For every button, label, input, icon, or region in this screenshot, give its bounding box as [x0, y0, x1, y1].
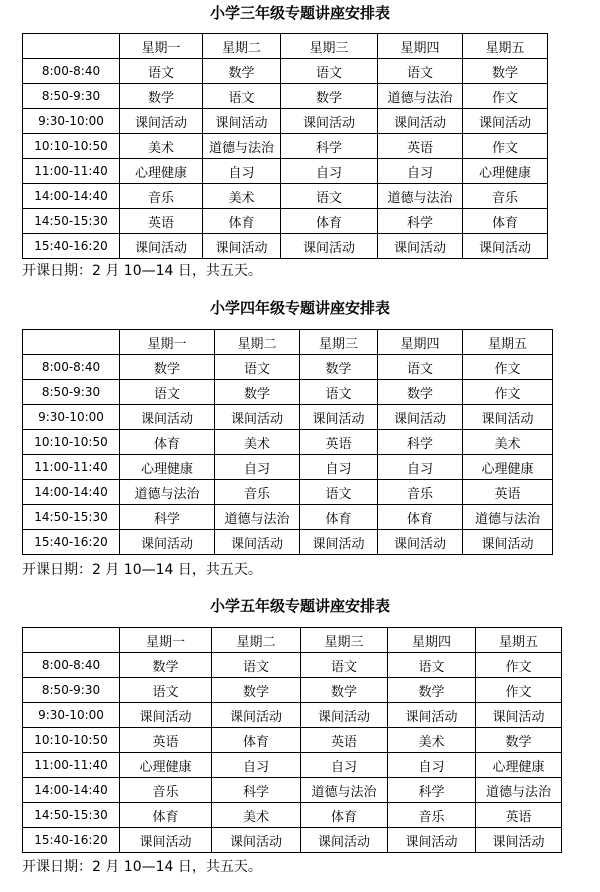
subject-cell: 科学 [388, 778, 476, 803]
subject-cell: 语文 [120, 380, 215, 405]
subject-cell: 语文 [281, 184, 378, 209]
subject-cell: 数学 [120, 653, 212, 678]
subject-cell: 自习 [212, 753, 301, 778]
day-header: 星期四 [378, 330, 463, 355]
subject-cell: 课间活动 [463, 234, 548, 259]
time-cell: 14:00-14:40 [23, 778, 120, 803]
section-title: 小学三年级专题讲座安排表 [209, 4, 390, 22]
schedule-table [22, 627, 562, 853]
corner-cell [23, 330, 120, 355]
subject-cell: 课间活动 [120, 530, 215, 555]
subject-cell: 美术 [463, 430, 553, 455]
subject-cell: 课间活动 [476, 703, 562, 728]
subject-cell: 数学 [476, 728, 562, 753]
course-date-note: 开课日期：2 月 10—14 日，共五天。 [22, 562, 262, 578]
schedule-table [22, 329, 553, 555]
day-header: 星期三 [300, 330, 378, 355]
time-cell: 14:50-15:30 [23, 803, 120, 828]
subject-cell: 体育 [120, 803, 212, 828]
subject-cell: 音乐 [463, 184, 548, 209]
day-header: 星期四 [378, 34, 463, 59]
subject-cell: 数学 [300, 355, 378, 380]
subject-cell: 自习 [281, 159, 378, 184]
table-row [23, 159, 548, 184]
subject-cell: 课间活动 [281, 234, 378, 259]
subject-cell: 美术 [215, 430, 300, 455]
subject-cell: 科学 [212, 778, 301, 803]
subject-cell: 课间活动 [378, 530, 463, 555]
subject-cell: 体育 [301, 803, 388, 828]
subject-cell: 课间活动 [120, 234, 203, 259]
table-row [23, 530, 553, 555]
day-header: 星期五 [463, 330, 553, 355]
table-row [23, 209, 548, 234]
subject-cell: 语文 [212, 653, 301, 678]
subject-cell: 道德与法治 [301, 778, 388, 803]
subject-cell: 数学 [120, 84, 203, 109]
subject-cell: 自习 [215, 455, 300, 480]
day-header: 星期五 [463, 34, 548, 59]
table-row [23, 778, 562, 803]
subject-cell: 自习 [378, 159, 463, 184]
day-header: 星期三 [301, 628, 388, 653]
subject-cell: 自习 [301, 753, 388, 778]
subject-cell: 数学 [378, 380, 463, 405]
subject-cell: 语文 [120, 678, 212, 703]
table-row [23, 703, 562, 728]
subject-cell: 美术 [388, 728, 476, 753]
subject-cell: 课间活动 [300, 530, 378, 555]
subject-cell: 课间活动 [301, 828, 388, 853]
subject-cell: 体育 [281, 209, 378, 234]
subject-cell: 美术 [203, 184, 281, 209]
subject-cell: 心理健康 [463, 455, 553, 480]
subject-cell: 科学 [378, 430, 463, 455]
day-header: 星期三 [281, 34, 378, 59]
subject-cell: 音乐 [120, 778, 212, 803]
subject-cell: 道德与法治 [215, 505, 300, 530]
day-header: 星期一 [120, 628, 212, 653]
subject-cell: 作文 [463, 134, 548, 159]
subject-cell: 课间活动 [378, 405, 463, 430]
time-cell: 8:50-9:30 [23, 380, 120, 405]
subject-cell: 课间活动 [388, 703, 476, 728]
section-title: 小学五年级专题讲座安排表 [209, 597, 390, 615]
subject-cell: 数学 [203, 59, 281, 84]
subject-cell: 课间活动 [120, 405, 215, 430]
subject-cell: 作文 [463, 380, 553, 405]
corner-cell [23, 34, 120, 59]
subject-cell: 科学 [281, 134, 378, 159]
subject-cell: 作文 [463, 84, 548, 109]
table-row [23, 430, 553, 455]
subject-cell: 作文 [476, 653, 562, 678]
day-header: 星期一 [120, 34, 203, 59]
table-row [23, 653, 562, 678]
time-cell: 15:40-16:20 [23, 828, 120, 853]
time-cell: 10:10-10:50 [23, 728, 120, 753]
time-cell: 14:00-14:40 [23, 480, 120, 505]
table-row [23, 109, 548, 134]
subject-cell: 心理健康 [463, 159, 548, 184]
subject-cell: 课间活动 [476, 828, 562, 853]
subject-cell: 语文 [301, 653, 388, 678]
table-row [23, 184, 548, 209]
subject-cell: 体育 [463, 209, 548, 234]
subject-cell: 语文 [378, 59, 463, 84]
subject-cell: 音乐 [378, 480, 463, 505]
subject-cell: 语文 [203, 84, 281, 109]
subject-cell: 道德与法治 [378, 84, 463, 109]
subject-cell: 语文 [378, 355, 463, 380]
subject-cell: 自习 [203, 159, 281, 184]
time-cell: 9:30-10:00 [23, 703, 120, 728]
table-row [23, 84, 548, 109]
subject-cell: 音乐 [120, 184, 203, 209]
subject-cell: 作文 [463, 355, 553, 380]
subject-cell: 语文 [281, 59, 378, 84]
subject-cell: 道德与法治 [378, 184, 463, 209]
subject-cell: 数学 [212, 678, 301, 703]
time-cell: 8:00-8:40 [23, 653, 120, 678]
subject-cell: 课间活动 [203, 234, 281, 259]
table-row [23, 59, 548, 84]
subject-cell: 英语 [463, 480, 553, 505]
subject-cell: 作文 [476, 678, 562, 703]
time-cell: 8:00-8:40 [23, 355, 120, 380]
subject-cell: 音乐 [215, 480, 300, 505]
day-header: 星期二 [215, 330, 300, 355]
time-cell: 8:50-9:30 [23, 84, 120, 109]
table-row [23, 455, 553, 480]
header-row [23, 34, 548, 59]
subject-cell: 课间活动 [378, 234, 463, 259]
subject-cell: 课间活动 [281, 109, 378, 134]
subject-cell: 课间活动 [212, 828, 301, 853]
time-cell: 14:50-15:30 [23, 505, 120, 530]
subject-cell: 数学 [120, 355, 215, 380]
subject-cell: 课间活动 [463, 530, 553, 555]
table-row [23, 480, 553, 505]
table-row [23, 828, 562, 853]
schedule-table [22, 33, 548, 259]
header-row [23, 330, 553, 355]
time-cell: 11:00-11:40 [23, 455, 120, 480]
subject-cell: 体育 [378, 505, 463, 530]
time-cell: 10:10-10:50 [23, 134, 120, 159]
time-cell: 15:40-16:20 [23, 234, 120, 259]
subject-cell: 体育 [120, 430, 215, 455]
subject-cell: 数学 [388, 678, 476, 703]
subject-cell: 英语 [476, 803, 562, 828]
day-header: 星期四 [388, 628, 476, 653]
table-row [23, 803, 562, 828]
course-date-note: 开课日期：2 月 10—14 日，共五天。 [22, 859, 262, 875]
subject-cell: 课间活动 [120, 703, 212, 728]
subject-cell: 英语 [120, 209, 203, 234]
header-row [23, 628, 562, 653]
table-row [23, 234, 548, 259]
subject-cell: 英语 [120, 728, 212, 753]
subject-cell: 英语 [301, 728, 388, 753]
subject-cell: 语文 [300, 380, 378, 405]
table-row [23, 753, 562, 778]
subject-cell: 语文 [300, 480, 378, 505]
subject-cell: 心理健康 [476, 753, 562, 778]
subject-cell: 科学 [120, 505, 215, 530]
time-cell: 11:00-11:40 [23, 159, 120, 184]
day-header: 星期一 [120, 330, 215, 355]
table-row [23, 405, 553, 430]
subject-cell: 道德与法治 [476, 778, 562, 803]
time-cell: 14:50-15:30 [23, 209, 120, 234]
subject-cell: 英语 [300, 430, 378, 455]
subject-cell: 体育 [300, 505, 378, 530]
subject-cell: 课间活动 [120, 109, 203, 134]
corner-cell [23, 628, 120, 653]
subject-cell: 课间活动 [463, 109, 548, 134]
table-row [23, 678, 562, 703]
time-cell: 8:50-9:30 [23, 678, 120, 703]
day-header: 星期五 [476, 628, 562, 653]
subject-cell: 自习 [300, 455, 378, 480]
time-cell: 11:00-11:40 [23, 753, 120, 778]
subject-cell: 道德与法治 [120, 480, 215, 505]
table-row [23, 134, 548, 159]
subject-cell: 课间活动 [212, 703, 301, 728]
subject-cell: 课间活动 [463, 405, 553, 430]
subject-cell: 自习 [378, 455, 463, 480]
subject-cell: 数学 [463, 59, 548, 84]
table-row [23, 728, 562, 753]
table-row [23, 380, 553, 405]
time-cell: 9:30-10:00 [23, 405, 120, 430]
subject-cell: 语文 [388, 653, 476, 678]
time-cell: 8:00-8:40 [23, 59, 120, 84]
subject-cell: 体育 [212, 728, 301, 753]
subject-cell: 课间活动 [215, 405, 300, 430]
table-row [23, 355, 553, 380]
subject-cell: 数学 [281, 84, 378, 109]
subject-cell: 心理健康 [120, 753, 212, 778]
subject-cell: 语文 [120, 59, 203, 84]
subject-cell: 道德与法治 [463, 505, 553, 530]
time-cell: 10:10-10:50 [23, 430, 120, 455]
subject-cell: 音乐 [388, 803, 476, 828]
subject-cell: 科学 [378, 209, 463, 234]
subject-cell: 课间活动 [301, 703, 388, 728]
subject-cell: 课间活动 [203, 109, 281, 134]
subject-cell: 课间活动 [300, 405, 378, 430]
time-cell: 15:40-16:20 [23, 530, 120, 555]
subject-cell: 美术 [120, 134, 203, 159]
subject-cell: 英语 [378, 134, 463, 159]
subject-cell: 课间活动 [120, 828, 212, 853]
subject-cell: 课间活动 [378, 109, 463, 134]
day-header: 星期二 [203, 34, 281, 59]
subject-cell: 体育 [203, 209, 281, 234]
course-date-note: 开课日期：2 月 10—14 日，共五天。 [22, 263, 262, 279]
table-row [23, 505, 553, 530]
subject-cell: 心理健康 [120, 159, 203, 184]
subject-cell: 美术 [212, 803, 301, 828]
subject-cell: 课间活动 [215, 530, 300, 555]
subject-cell: 数学 [301, 678, 388, 703]
time-cell: 14:00-14:40 [23, 184, 120, 209]
subject-cell: 数学 [215, 380, 300, 405]
section-title: 小学四年级专题讲座安排表 [209, 299, 390, 317]
subject-cell: 课间活动 [388, 828, 476, 853]
day-header: 星期二 [212, 628, 301, 653]
subject-cell: 心理健康 [120, 455, 215, 480]
subject-cell: 语文 [215, 355, 300, 380]
subject-cell: 自习 [388, 753, 476, 778]
time-cell: 9:30-10:00 [23, 109, 120, 134]
subject-cell: 道德与法治 [203, 134, 281, 159]
